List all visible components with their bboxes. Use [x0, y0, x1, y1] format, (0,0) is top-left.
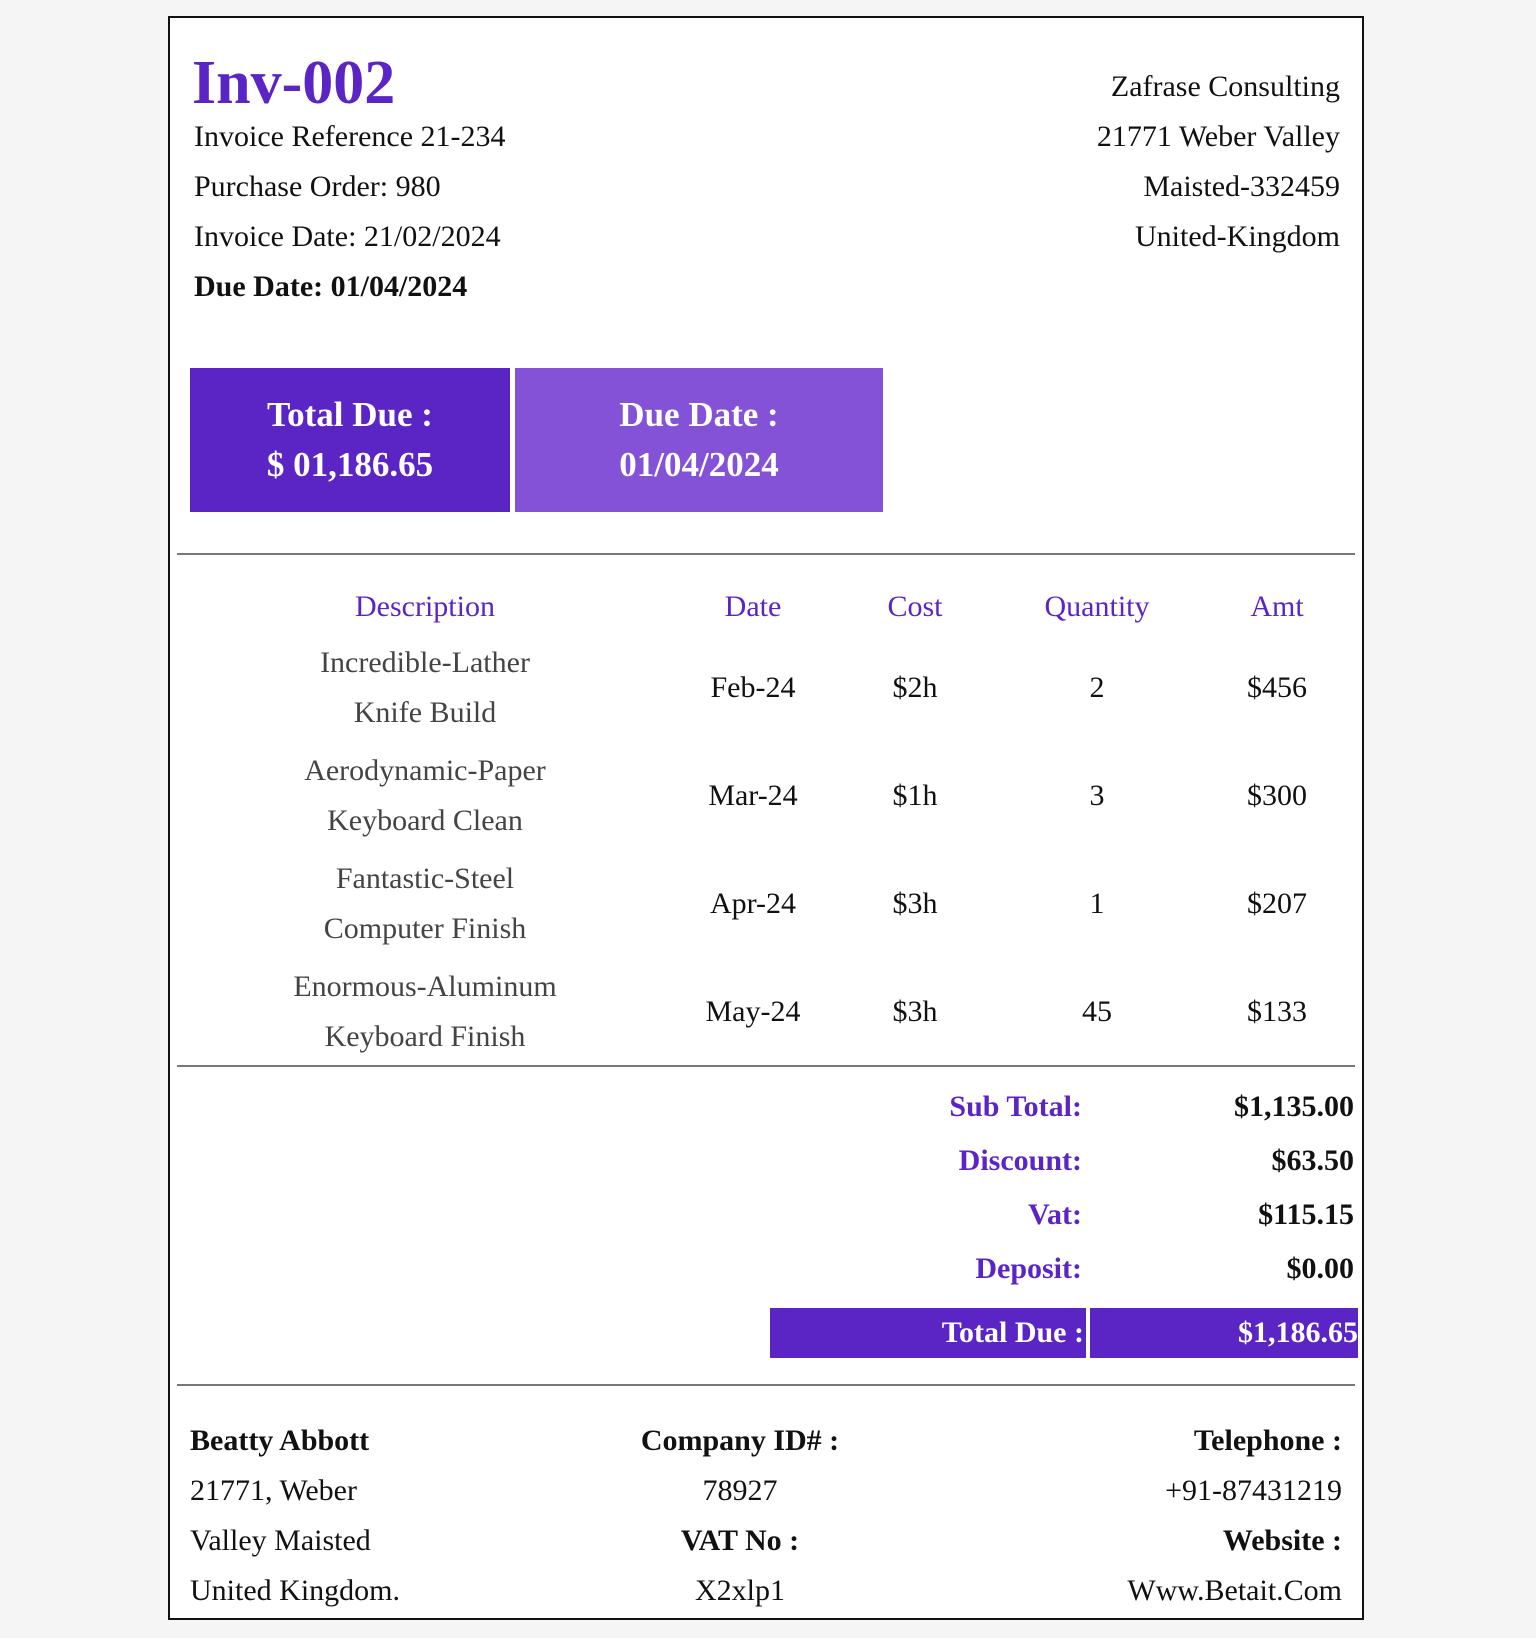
row-date: Apr-24: [709, 887, 797, 920]
description-line1: Incredible-Lather: [320, 646, 530, 679]
company-ids: [610, 1416, 870, 1616]
row-quantity: 3: [1089, 779, 1105, 812]
vat-no-label: VAT No :: [680, 1524, 800, 1557]
invoice-reference: Invoice Reference 21-234: [194, 120, 506, 153]
row-amt: $207: [1247, 887, 1307, 920]
due-date-box-value: 01/04/2024: [619, 445, 779, 484]
client-address-line2: Valley Maisted: [190, 1524, 371, 1557]
company-address-line2: Maisted-332459: [1143, 170, 1340, 203]
items-table: [177, 580, 1357, 1066]
invoice-meta: [194, 112, 506, 312]
grand-total-label: Total Due :: [770, 1308, 1086, 1358]
row-date: May-24: [705, 995, 801, 1028]
divider-top: [177, 553, 1355, 555]
client-address-line3: United Kingdom.: [190, 1574, 400, 1607]
row-cost: $2h: [892, 671, 938, 704]
purchase-order: Purchase Order: 980: [194, 170, 441, 203]
divider-bottom: [177, 1384, 1355, 1386]
total-due-box-label: Total Due :: [267, 395, 433, 434]
description-line2: Keyboard Clean: [327, 804, 523, 837]
telephone-value: +91-87431219: [1165, 1474, 1342, 1507]
table-row: [177, 850, 1357, 958]
header-quantity: Quantity: [1044, 590, 1150, 623]
client-address-line1: 21771, Weber: [190, 1474, 357, 1507]
row-amt: $133: [1247, 995, 1307, 1028]
deposit-label: Deposit:: [975, 1252, 1082, 1285]
description-line2: Computer Finish: [323, 912, 527, 945]
company-address: [1097, 62, 1340, 262]
contact-info: [1127, 1416, 1342, 1616]
grand-total-value: $1,186.65: [1090, 1308, 1358, 1358]
due-date-box: [515, 368, 883, 512]
header-amt: Amt: [1250, 590, 1304, 623]
discount-value: $63.50: [1271, 1144, 1354, 1177]
row-amt: $300: [1247, 779, 1307, 812]
website-label: Website :: [1222, 1524, 1342, 1557]
row-amt: $456: [1247, 671, 1307, 704]
row-quantity: 1: [1089, 887, 1105, 920]
description-line1: Aerodynamic-Paper: [304, 754, 546, 787]
row-quantity: 45: [1082, 995, 1112, 1028]
vat-value: $115.15: [1258, 1198, 1354, 1231]
header-description: Description: [355, 590, 495, 623]
invoice-date: Invoice Date: 21/02/2024: [194, 220, 501, 253]
row-date: Feb-24: [710, 671, 796, 704]
row-cost: $3h: [892, 995, 938, 1028]
company-name: Zafrase Consulting: [1110, 70, 1340, 103]
invoice-title: Inv-002: [192, 49, 396, 117]
description-line1: Enormous-Aluminum: [293, 970, 557, 1003]
table-row: [177, 634, 1357, 742]
description-line1: Fantastic-Steel: [335, 862, 515, 895]
invoice-page: [168, 16, 1364, 1620]
company-country: United-Kingdom: [1135, 220, 1340, 253]
table-row: [177, 958, 1357, 1066]
row-quantity: 2: [1089, 671, 1105, 704]
discount-label: Discount:: [958, 1144, 1082, 1177]
row-cost: $3h: [892, 887, 938, 920]
company-id-value: 78927: [702, 1474, 778, 1507]
header-cost: Cost: [887, 590, 943, 623]
table-header-row: [177, 580, 1357, 634]
deposit-value: $0.00: [1286, 1252, 1354, 1285]
description-line2: Knife Build: [353, 696, 497, 729]
subtotal-value: $1,135.00: [1234, 1090, 1354, 1123]
client-info: [190, 1416, 400, 1616]
row-date: Mar-24: [708, 779, 798, 812]
divider-middle: [177, 1065, 1355, 1067]
row-cost: $1h: [892, 779, 938, 812]
company-id-label: Company ID# :: [640, 1424, 840, 1457]
row-description: [177, 742, 673, 850]
total-due-box: [190, 368, 510, 512]
due-date-box-label: Due Date :: [619, 395, 779, 434]
vat-no-value: X2xlp1: [695, 1574, 785, 1607]
row-description: [177, 634, 673, 742]
table-row: [177, 742, 1357, 850]
total-due-box-value: $ 01,186.65: [266, 445, 434, 484]
due-date: Due Date: 01/04/2024: [194, 270, 468, 303]
subtotal-label: Sub Total:: [949, 1090, 1082, 1123]
vat-label: Vat:: [1028, 1198, 1082, 1231]
description-line2: Keyboard Finish: [324, 1020, 526, 1053]
telephone-label: Telephone :: [1193, 1424, 1342, 1457]
company-address-line1: 21771 Weber Valley: [1096, 120, 1340, 153]
website-value[interactable]: Www.Betait.Com: [1127, 1574, 1342, 1607]
header-date: Date: [724, 590, 782, 623]
row-description: [177, 958, 673, 1066]
row-description: [177, 850, 673, 958]
client-name: Beatty Abbott: [190, 1424, 370, 1457]
